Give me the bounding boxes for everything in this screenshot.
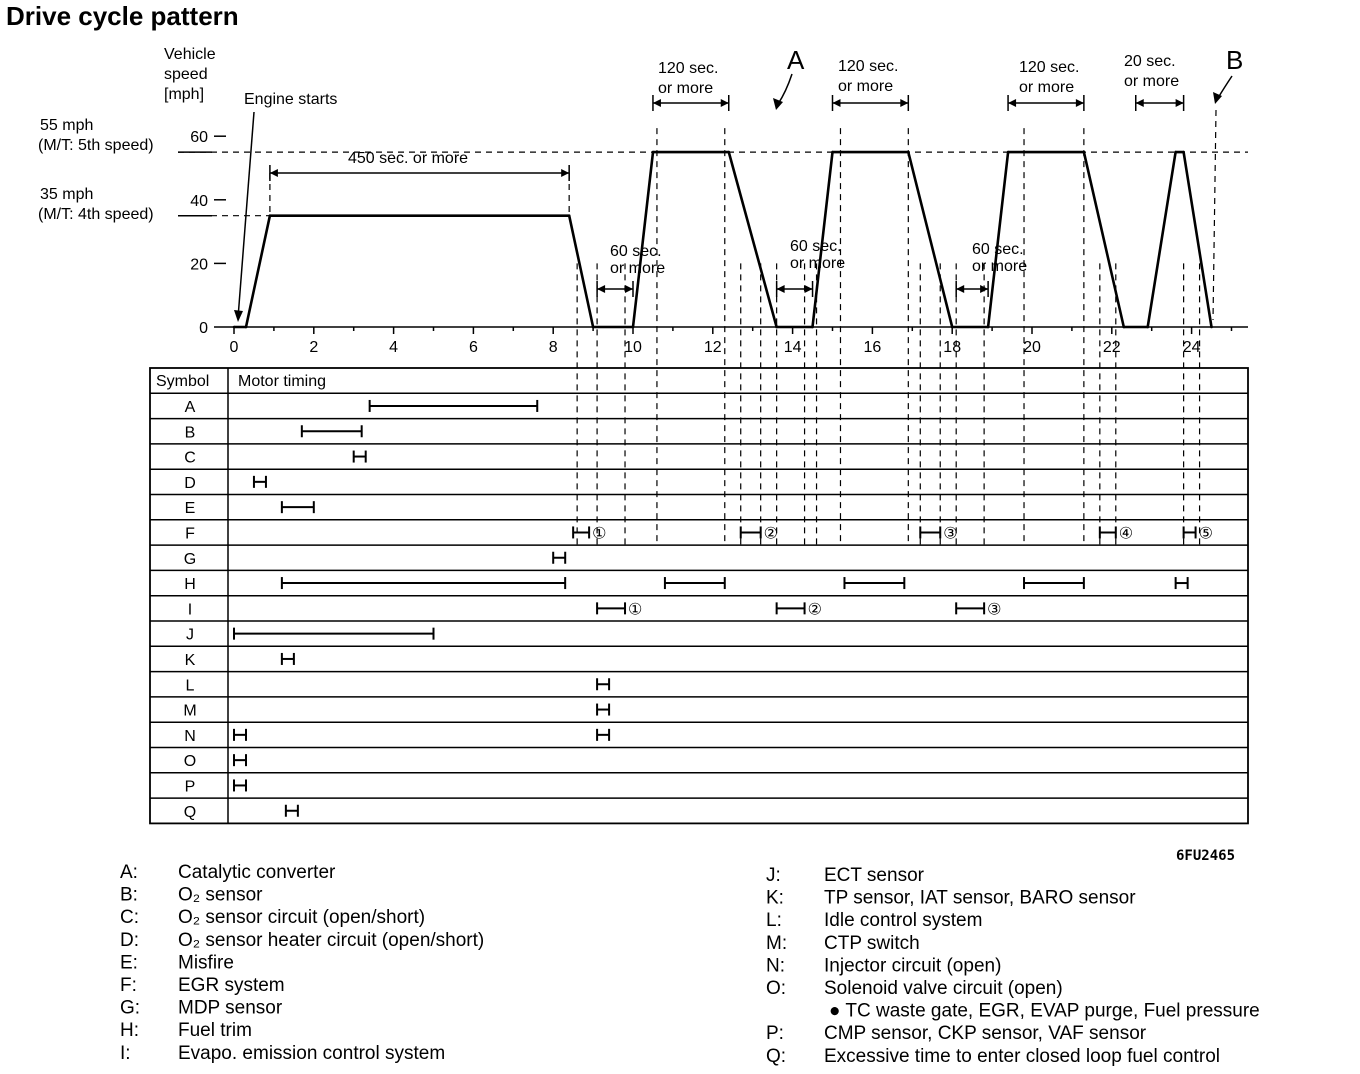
legend-left (120, 862, 484, 1064)
speed-point (269, 214, 272, 217)
page-title: Drive cycle pattern (6, 1, 239, 31)
x-tick-label-22: 22 (1102, 339, 1121, 356)
duration-60-label-1a: 60 sec. (610, 243, 662, 260)
legend_left-text: MDP sensor (178, 997, 283, 1019)
x-tick-label-18: 18 (943, 339, 962, 356)
marker-b-pointer (1218, 76, 1232, 98)
dim-60-1-arrow-right (625, 285, 633, 293)
speed-point (987, 326, 990, 329)
legend_right-text: Solenoid valve circuit (open) (824, 978, 1063, 999)
speed-point (728, 151, 731, 154)
x-tick-label-0: 0 (229, 339, 239, 356)
legend_right-key: N: (766, 955, 785, 977)
y-tick-label-0: 0 (199, 320, 208, 337)
speed-point (592, 326, 595, 329)
legend_right-text: Excessive time to enter closed loop fuel control (824, 1045, 1221, 1067)
dim-60-3-arrow-left (956, 285, 964, 293)
table-symbol-A: A (184, 398, 196, 416)
ref-35-sublabel: (M/T: 4th speed) (38, 206, 154, 223)
timing-bar-label: ③ (943, 525, 958, 543)
legend_left-text: O₂ sensor (178, 884, 263, 906)
dim-450-arrow-left (270, 169, 278, 177)
x-tick-label-10: 10 (624, 339, 642, 356)
legend_right-text: TP sensor, IAT sensor, BARO sensor (824, 887, 1136, 909)
legend_right-key: M: (766, 932, 788, 954)
legend_right-key: K: (766, 887, 784, 909)
ref-55-label: 55 mph (40, 117, 94, 134)
legend_left-key: E: (120, 952, 138, 974)
marker-b-label: B (1226, 45, 1244, 75)
x-tick-label-24: 24 (1182, 339, 1201, 356)
dim-120-1-arrow-right (721, 99, 729, 107)
y-tick-label-20: 20 (190, 256, 208, 274)
legend_left-key: A: (120, 862, 138, 883)
engine-starts-pointer (238, 112, 254, 318)
timing-bar-label: ④ (1118, 525, 1134, 543)
table-symbol-B: B (184, 424, 196, 442)
table-symbol-Q: Q (183, 803, 197, 821)
table-symbol-F: F (185, 525, 195, 543)
dim-120-3-arrow-left (1008, 99, 1016, 107)
y-axis-label-line1: Vehicle (164, 46, 216, 63)
dim-120-1-arrow-left (653, 99, 661, 107)
legend_right-key: L: (766, 910, 782, 932)
x-tick-label-12: 12 (703, 339, 722, 356)
speed-point (652, 151, 655, 154)
dim-120-3-arrow-right (1076, 99, 1084, 107)
speed-point (831, 151, 834, 154)
dim-60-2-arrow-right (805, 285, 813, 293)
ref-35-label: 35 mph (40, 186, 94, 203)
duration-60-label-3a: 60 sec. (972, 241, 1024, 258)
speed-point (1182, 151, 1185, 154)
figure-code: 6FU2465 (1176, 848, 1236, 864)
table-symbol-E: E (184, 500, 196, 518)
legend_left-text: O₂ sensor circuit (open/short) (178, 907, 426, 929)
duration-120-label-3b: or more (1019, 79, 1075, 96)
x-tick-label-16: 16 (863, 339, 882, 356)
duration-120-label-1b: or more (658, 80, 714, 97)
legend_left-key: B: (120, 884, 138, 906)
legend_left-text: Misfire (178, 952, 234, 974)
table-symbol-C: C (184, 449, 196, 467)
legend_right-key: O: (766, 978, 787, 999)
speed-graph (178, 74, 1248, 545)
x-tick-label-14: 14 (783, 339, 802, 356)
y-tick-label-40: 40 (190, 192, 208, 210)
duration-20-label-a: 20 sec. (1124, 53, 1176, 70)
x-tick-label-20: 20 (1023, 339, 1041, 356)
speed-point (1210, 326, 1213, 329)
duration-120-label-2a: 120 sec. (838, 58, 899, 75)
dim-60-1-arrow-left (597, 285, 605, 293)
marker-a-pointer (778, 74, 792, 104)
x-tick-label-2: 2 (309, 339, 319, 356)
table-header-symbol: Symbol (156, 373, 210, 390)
duration-20-label-b: or more (1124, 73, 1180, 90)
dim-20-arrow-left (1136, 99, 1144, 107)
table-symbol-K: K (184, 651, 196, 669)
legend_right-key: Q: (766, 1045, 787, 1067)
dim-20-arrow-right (1176, 99, 1184, 107)
legend_left-text: Fuel trim (178, 1020, 252, 1042)
legend_left-key: F: (120, 975, 137, 996)
table-symbol-J: J (186, 626, 194, 644)
legend_left-text: Catalytic converter (178, 862, 336, 883)
legend_left-key: I: (120, 1042, 131, 1064)
dim-120-2-arrow-left (833, 99, 841, 107)
timing-bar-label: ② (763, 525, 779, 543)
y-tick-label-60: 60 (190, 129, 208, 147)
timing-bar-label: ③ (987, 601, 1002, 619)
timing-bar-label: ① (592, 525, 607, 543)
engine-starts-arrowhead (234, 310, 243, 322)
table-symbol-M: M (183, 702, 197, 720)
ref-55-sublabel: (M/T: 5th speed) (38, 137, 154, 154)
table-symbol-O: O (183, 753, 197, 771)
duration-120-label-2b: or more (838, 78, 894, 95)
engine-starts-label: Engine starts (244, 91, 338, 108)
marker-a-label: A (787, 45, 805, 75)
legend_right-text: ECT sensor (824, 865, 924, 886)
table-symbol-L: L (185, 677, 195, 695)
duration-60-label-3b: or more (972, 258, 1028, 275)
speed-point (1123, 326, 1126, 329)
x-tick-label-6: 6 (468, 339, 478, 356)
legend_left-text: Evapo. emission control system (178, 1042, 446, 1064)
table-symbol-G: G (183, 550, 197, 568)
table-symbol-N: N (184, 727, 196, 745)
legend_right-text: Injector circuit (open) (824, 955, 1002, 977)
speed-point (1007, 151, 1010, 154)
duration-60-label-1b: or more (610, 260, 666, 277)
x-tick-label-4: 4 (389, 339, 399, 356)
speed-curve (234, 152, 1212, 327)
timing-bar-label: ⑤ (1198, 525, 1213, 543)
speed-point (245, 326, 248, 329)
speed-point (811, 326, 814, 329)
dim-450-arrow-right (561, 169, 569, 177)
legend_left-text: O₂ sensor heater circuit (open/short) (178, 929, 485, 951)
table-symbol-H: H (184, 576, 196, 594)
duration-450-label: 450 sec. or more (348, 150, 469, 167)
speed-point (951, 326, 954, 329)
timing-bar-label: ① (628, 601, 643, 619)
dim-60-2-arrow-left (777, 285, 785, 293)
y-axis-label-line3: [mph] (164, 86, 205, 103)
y-axis-label-line2: speed (164, 66, 208, 83)
legend_left-key: H: (120, 1020, 139, 1042)
legend_right-text: Idle control system (824, 910, 983, 932)
duration-60-label-2a: 60 sec. (790, 238, 842, 255)
legend_right-text: CMP sensor, CKP sensor, VAF sensor (824, 1023, 1147, 1045)
speed-point (568, 214, 571, 217)
legend_left-key: G: (120, 997, 141, 1019)
table-symbol-P: P (184, 778, 196, 796)
marker-b-guide (1213, 110, 1216, 320)
legend_left-text: EGR system (178, 975, 285, 996)
dim-120-2-arrow-right (900, 99, 908, 107)
duration-120-label-1a: 120 sec. (658, 60, 719, 77)
legend_right-key: J: (766, 865, 781, 886)
speed-point (1174, 151, 1177, 154)
legend_left-key: D: (120, 929, 139, 951)
timing-bar-label: ② (807, 601, 822, 619)
speed-point (233, 326, 236, 329)
speed-point (1146, 326, 1149, 329)
speed-point (775, 326, 778, 329)
table-symbol-D: D (184, 474, 196, 492)
speed-point (632, 326, 635, 329)
legend_right-key: P: (766, 1023, 784, 1045)
duration-60-label-2b: or more (790, 255, 846, 272)
x-tick-label-8: 8 (548, 339, 558, 356)
legend_right-text: CTP switch (824, 932, 920, 954)
duration-120-label-3a: 120 sec. (1019, 59, 1080, 76)
table-header-timing: Motor timing (238, 373, 327, 390)
legend_right-text: ● TC waste gate, EGR, EVAP purge, Fuel pressure (829, 1000, 1260, 1022)
legend-right (766, 865, 1260, 1067)
legend_left-key: C: (120, 907, 139, 929)
table-symbol-I: I (187, 601, 193, 619)
